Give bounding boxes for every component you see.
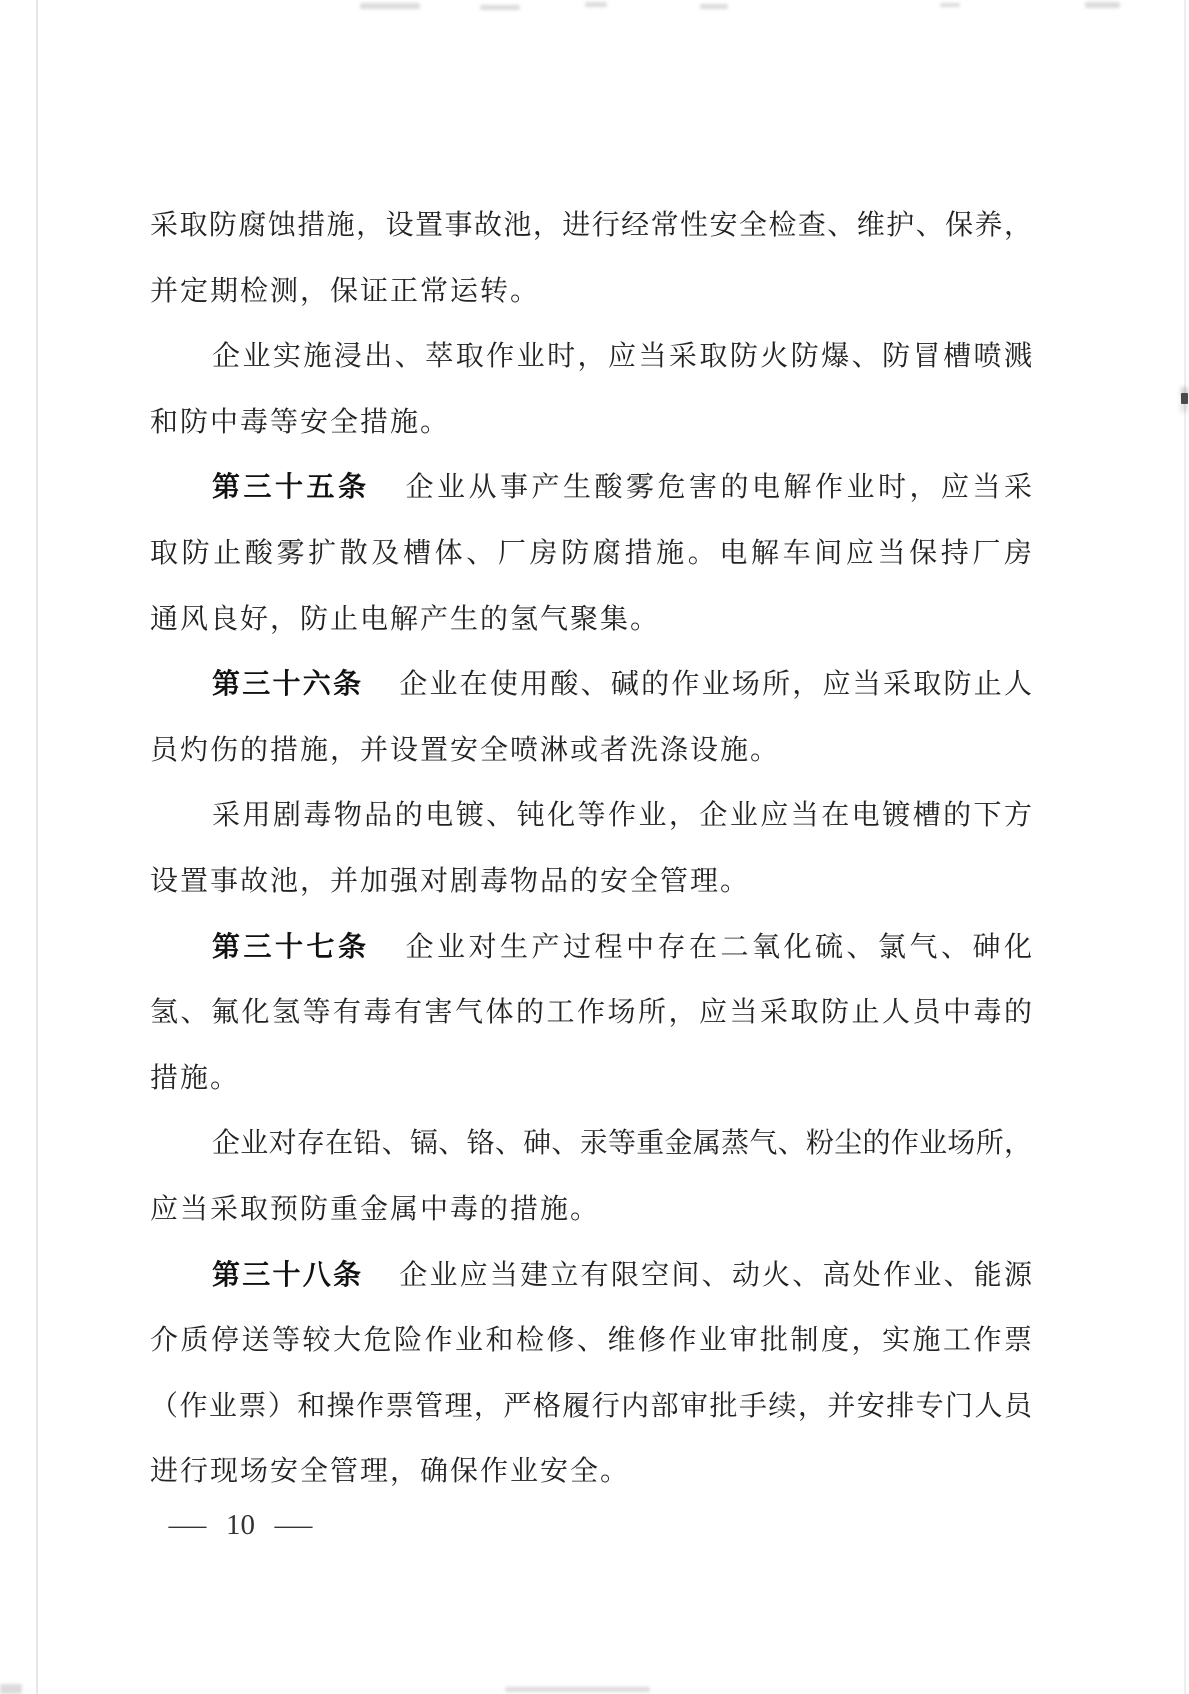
text-line (150, 1046, 1032, 1112)
footer-dash-left: — (168, 1508, 207, 1541)
text-line (150, 652, 1032, 718)
text-line (150, 324, 1032, 390)
line-text: 企业在使用酸、碱的作业场所，应当采取防止人 (399, 669, 1032, 701)
line-text: 企业对存在铅、镉、铬、砷、汞等重金属蒸气、粉尘的作业场所， (212, 1128, 1032, 1160)
line-text: 氢、氟化氢等有毒有害气体的工作场所，应当采取防止人员中毒的 (150, 997, 1032, 1029)
text-line (150, 915, 1032, 981)
text-line (150, 1243, 1032, 1309)
text-line (150, 783, 1032, 849)
line-text: 采用剧毒物品的电镀、钝化等作业，企业应当在电镀槽的下方 (212, 800, 1032, 832)
text-line (150, 193, 1032, 259)
page-footer (168, 1503, 313, 1547)
line-text: 措施。 (150, 1062, 241, 1094)
line-text: 并定期检测，保证正常运转。 (150, 275, 541, 307)
text-line (150, 1308, 1032, 1374)
text-line (150, 1111, 1032, 1177)
article-number: 第三十六条 (212, 669, 364, 701)
line-text: 企业应当建立有限空间、动火、高处作业、能源 (399, 1259, 1032, 1291)
line-text: （作业票）和操作票管理，严格履行内部审批手续，并安排专门人员 (150, 1390, 1032, 1422)
line-text: 设置事故池，并加强对剧毒物品的安全管理。 (150, 865, 751, 897)
scan-artifact-smudge (360, 3, 420, 9)
line-text: 采取防腐蚀措施，设置事故池，进行经常性安全检查、维护、保养， (150, 210, 1032, 241)
page-number: 10 (226, 1508, 255, 1541)
text-line (150, 455, 1032, 521)
scan-artifact-smudge (585, 2, 607, 7)
text-line (150, 718, 1032, 784)
text-line (150, 587, 1032, 653)
text-line (150, 390, 1032, 456)
line-text: 进行现场安全管理，确保作业安全。 (150, 1456, 631, 1488)
line-text: 应当采取预防重金属中毒的措施。 (150, 1193, 601, 1225)
scan-artifact-smudge (480, 5, 520, 10)
scan-artifact-smudge (0, 1684, 22, 1694)
line-text: 和防中毒等安全措施。 (150, 406, 451, 438)
text-line (150, 521, 1032, 587)
line-text: 员灼伤的措施，并设置安全喷淋或者洗涤设施。 (150, 734, 781, 766)
scan-artifact-smudge (940, 3, 960, 7)
scan-artifact-right-line (1184, 0, 1186, 1694)
scan-artifact-smudge (700, 4, 728, 9)
text-line (150, 849, 1032, 915)
scan-artifact-left-line (36, 0, 38, 1694)
text-line (150, 1177, 1032, 1243)
scan-artifact-right-mark (1181, 393, 1188, 404)
line-text: 取防止酸雾扩散及槽体、厂房防腐措施。电解车间应当保持厂房 (150, 537, 1032, 569)
scan-artifact-smudge (1085, 2, 1120, 8)
article-number: 第三十五条 (212, 472, 370, 504)
scan-artifact-smudge (505, 1687, 650, 1692)
line-text: 介质停送等较大危险作业和检修、维修作业审批制度，实施工作票 (150, 1325, 1032, 1357)
document-body (150, 193, 1032, 1505)
line-text: 企业对生产过程中存在二氧化硫、氯气、砷化 (405, 931, 1032, 963)
article-number: 第三十八条 (212, 1259, 364, 1291)
text-line (150, 259, 1032, 325)
line-text: 通风良好，防止电解产生的氢气聚集。 (150, 603, 661, 635)
line-text: 企业实施浸出、萃取作业时，应当采取防火防爆、防冒槽喷溅 (212, 341, 1032, 373)
article-number: 第三十七条 (212, 931, 370, 963)
text-line (150, 1374, 1032, 1440)
text-line (150, 980, 1032, 1046)
footer-dash-right: — (274, 1508, 313, 1541)
line-text: 企业从事产生酸雾危害的电解作业时，应当采 (405, 472, 1032, 504)
text-line (150, 1439, 1032, 1505)
